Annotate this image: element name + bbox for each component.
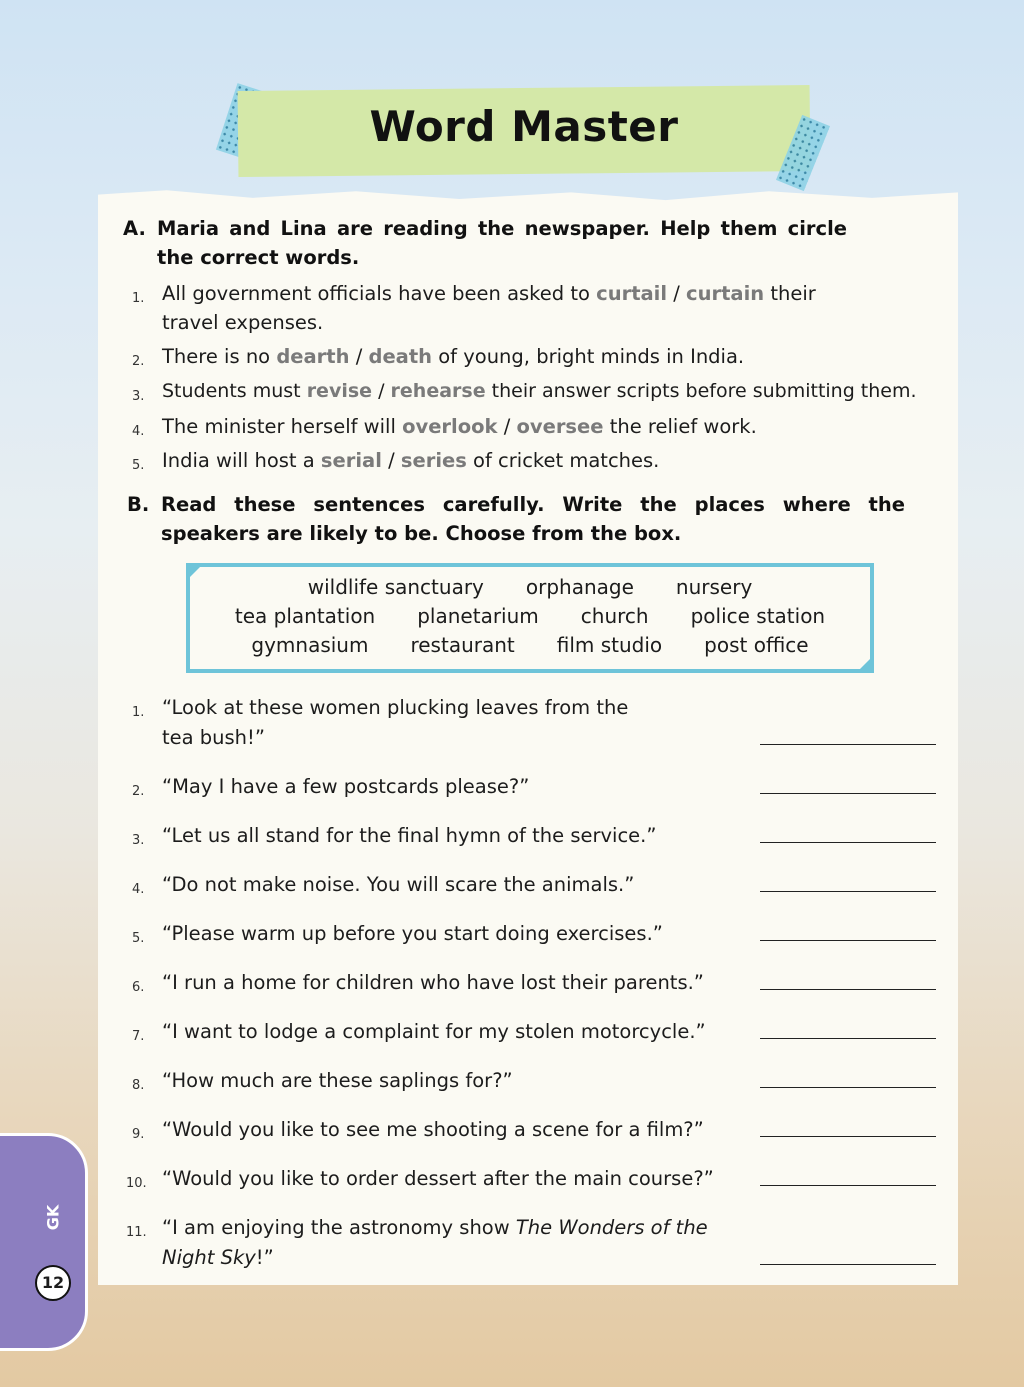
section-a-instruction: Maria and Lina are reading the newspaper. Help them circle the correct words. (157, 217, 847, 269)
item-number: 5. (132, 458, 145, 473)
word-option[interactable]: rehearse (390, 380, 486, 402)
item-number: 4. (132, 882, 145, 897)
section-a-letter: A. (123, 217, 146, 240)
page-title: Word Master (369, 102, 679, 151)
item-text: their answer scripts before submitting them. (491, 380, 917, 402)
word-option[interactable]: overlook (402, 415, 498, 438)
item-number: 2. (132, 784, 145, 799)
word-choice: police station (690, 604, 826, 628)
item-text: their (770, 282, 816, 305)
answer-line[interactable] (760, 1136, 936, 1137)
answer-line[interactable] (760, 891, 936, 892)
answer-line[interactable] (760, 989, 936, 990)
item-number: 8. (132, 1078, 145, 1093)
word-choice: nursery (675, 575, 753, 599)
item-text: of young, bright minds in India. (438, 345, 745, 368)
item-number: 5. (132, 931, 145, 946)
item-text: of cricket matches. (473, 449, 660, 472)
word-box-row (190, 604, 870, 628)
item-text: “Let us all stand for the final hymn of the service.” (162, 824, 657, 847)
item-text: “Please warm up before you start doing exercises.” (162, 922, 663, 945)
item-number: 6. (132, 980, 145, 995)
word-choice: wildlife sanctuary (307, 575, 484, 599)
section-b-letter: B. (127, 493, 150, 516)
word-choice: planetarium (417, 604, 539, 628)
word-option[interactable]: dearth (276, 345, 350, 368)
answer-line[interactable] (760, 744, 936, 745)
item-text: “How much are these saplings for?” (162, 1069, 513, 1092)
tab-label: GK (43, 1204, 63, 1231)
item-text: “I want to lodge a complaint for my stolen motorcycle.” (162, 1020, 706, 1043)
item-text: “I run a home for children who have lost their parents.” (162, 971, 704, 994)
section-b-instruction: Read these sentences carefully. Write the places where the speakers are likely to be. Choose from the box. (161, 493, 905, 545)
item-text: “Do not make noise. You will scare the animals.” (162, 873, 635, 896)
answer-line[interactable] (760, 940, 936, 941)
word-choice: tea plantation (234, 604, 376, 628)
word-choice: church (580, 604, 649, 628)
item-text: !” (255, 1246, 274, 1269)
item-text: “Look at these women plucking leaves from the (162, 696, 629, 719)
page-number: 12 (35, 1265, 71, 1301)
word-choice: gymnasium (251, 633, 369, 657)
word-choice: restaurant (410, 633, 515, 657)
separator: / (503, 415, 511, 438)
word-option[interactable]: series (400, 449, 467, 472)
word-option[interactable]: death (368, 345, 433, 368)
word-option[interactable]: oversee (516, 415, 604, 438)
item-text: Students must (162, 380, 301, 402)
side-tab (0, 1133, 88, 1351)
item-number: 4. (132, 424, 145, 439)
item-text: “Would you like to order dessert after the main course?” (162, 1167, 714, 1190)
word-option[interactable]: curtain (686, 282, 765, 305)
item-text: travel expenses. (162, 311, 324, 334)
separator: / (355, 345, 363, 368)
word-option[interactable]: revise (306, 380, 373, 402)
answer-line[interactable] (760, 1185, 936, 1186)
answer-line[interactable] (760, 842, 936, 843)
separator: / (388, 449, 395, 472)
item-text: India will host a (162, 449, 315, 472)
word-choice: film studio (556, 633, 663, 657)
item-text: “I am enjoying the astronomy show (162, 1216, 510, 1239)
item-number: 11. (126, 1225, 147, 1240)
word-option[interactable]: serial (320, 449, 382, 472)
item-text: tea bush!” (162, 726, 265, 749)
word-box-row (190, 575, 870, 599)
item-number: 1. (132, 705, 145, 720)
separator: / (378, 380, 385, 402)
word-option[interactable]: curtail (596, 282, 668, 305)
box-corner-fold (856, 655, 874, 673)
item-text: There is no (162, 345, 271, 368)
show-title: Night Sky (162, 1246, 256, 1269)
item-text: the relief work. (609, 415, 757, 438)
item-number: 3. (132, 833, 145, 848)
answer-line[interactable] (760, 1038, 936, 1039)
item-text: All government officials have been asked to (162, 282, 590, 305)
item-text: “Would you like to see me shooting a scene for a film?” (162, 1118, 704, 1141)
section-a-heading (123, 214, 847, 274)
item-number: 3. (132, 389, 145, 404)
item-number: 2. (132, 354, 145, 369)
word-box (186, 563, 874, 673)
item-text: The minister herself will (162, 415, 396, 438)
word-choice: post office (704, 633, 809, 657)
item-number: 9. (132, 1127, 145, 1142)
item-number: 10. (126, 1176, 147, 1191)
separator: / (673, 282, 680, 305)
section-b-heading (127, 490, 907, 550)
answer-line[interactable] (760, 1087, 936, 1088)
item-number: 7. (132, 1029, 145, 1044)
answer-line[interactable] (760, 793, 936, 794)
item-number: 1. (132, 291, 145, 306)
answer-line[interactable] (760, 1264, 936, 1265)
word-choice: orphanage (525, 575, 634, 599)
item-text: “May I have a few postcards please?” (162, 775, 530, 798)
word-box-row (190, 633, 870, 657)
show-title: The Wonders of the (515, 1216, 708, 1239)
